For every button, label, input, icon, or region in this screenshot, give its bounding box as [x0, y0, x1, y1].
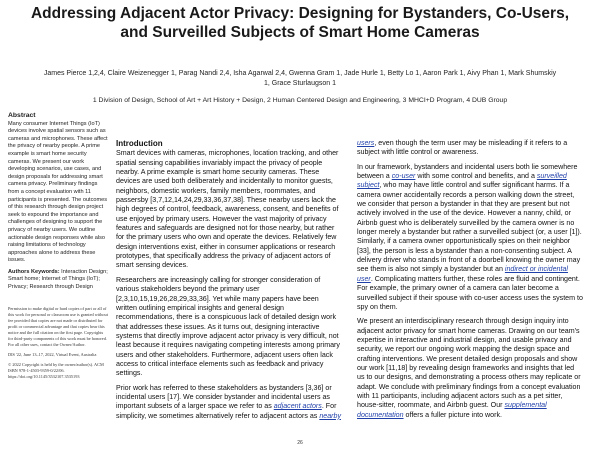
right-paragraph-3-text: We present an interdisciplinary research through design inquiry into adjacent actor privacy for smart home cameras. Drawing on our team's expertise in interactive and industrial design, and usable privacy and security, we report our ongoing work mapping the design space and crafting interventions. We present detailed design proposals and show our work [11,18] by revealing design frameworks and insights that led us to our designs, and demonstrating a process others may replicate or adapt. We conclude with preliminary findings from a concept evaluation with 11 participants, including adjacent actors such as a pet sitter, house-sitter, roommate, and Airbnb guest. Our [357, 317, 581, 410]
intro-paragraph-3-text-b: . For simplicity, we sometimes alternatively refer to adjacent actors as [116, 402, 337, 420]
surveilled-subject-link[interactable]: surveilled subject [357, 172, 567, 190]
intro-paragraph-3-text: Prior work has referred to these stakeholders as bystanders [3,36] or incidental users [17]. We consider bystander and incidental users as important subsets of a larger space we refer to as [116, 383, 332, 411]
right-paragraph-2-text-d: . Complicating matters further, these roles are fluid and contingent. For example, the primary owner of a camera can later become a surveilled subject if their spouse with co-user access uses the system to spy on them. [357, 274, 583, 311]
intro-paragraph-1: Smart devices with cameras, microphones, location tracking, and other spatial sensing capabilities invariably impact the privacy of people nearby. A prime example is smart home security cameras. These devices are used both deliberately and incidentally to monitor guests, neighbors, domestic workers, family members, roommates, and passersby [3,7,12,14,24,29,33,36,37,38]. These nearby users lack the high degrees of control, feedback, awareness, consent, and benefits of use enjoyed by primary users. However the vast majority of privacy features and safeguards are designed not for those nearby, but rather for the primary users who own and operate the devices. Relatively few design interventions exist, either in consumer applications or research prototypes, that specifically address the privacy of adjacent actors of smart sensing devices. [116, 149, 339, 270]
incidental-user-link[interactable]: indirect or incidental user [357, 265, 568, 283]
keywords [8, 269, 108, 292]
left-column [8, 112, 108, 384]
author-list: James Pierce 1,2,4, Claire Weizenegger 1, Parag Nandi 2,4, Isha Agarwal 2,4, Gwenna Gram 1, Jade Hurle 1, Betty Lo 1, Aaron Park 1, Aivy Phan 1, Mark Shumskiy 1, Grace Sturlaugson 1 [43, 70, 557, 87]
keywords-heading: Authors Keywords: [8, 268, 60, 275]
abstract-heading: Abstract [8, 112, 36, 119]
right-paragraph-2 [357, 163, 583, 313]
intro-paragraph-2: Researchers are increasingly calling for stronger consideration of various stakeholders beyond the primary user [2,3,10,15,19,26,28,29,33,36]. Yet while many papers have been written outlining empirical insights and general design recommendations, there is a conspicuous lack of detailed design work that addresses these issues. As it turns out, designing interactive systems that directly improve adjacent actor privacy is very difficult, not least because it requires navigating competing interests among primary users and other stakeholders. Furthermore, adjacent users often lack access to critical interface elements such as feedback and privacy settings. [116, 275, 340, 378]
middle-column [116, 139, 341, 426]
affiliations: 1 Division of Design, School of Art + Art History + Design, 2 Human Centered Design and Engineering, 3 MHCI+D Program, 4 DUB Group [92, 97, 508, 104]
conference-info: DIS '22, June 13–17, 2022, Virtual Event, Australia [8, 351, 97, 357]
right-paragraph-2-text-c: , who may have little control and suffer significant harms. If a camera owner accidentally records a person walking down the street, we consider that person a bystander in that they are present but not actively involved in the use of the device. However a nanny, child, or Airbnb guest who is deliberately surveilled by the camera owner is no longer merely a bystander but rather a surveilled subject (or, a user [1]). Similarly, if a camera owner opportunistically spies on their neighbor [33], the person is less a bystander than a non-consenting subject. A delivery driver who stands in front of a doorbell knowing the owner may see them is also not simply a bystander but an [357, 181, 582, 274]
keywords-text: Interaction Design; Smart home; Internet of Things (IoT); Privacy; Research through Design [8, 268, 108, 291]
right-paragraph-2-text-a: In our framework, bystanders and incidental users both lie somewhere between a [357, 162, 578, 181]
co-user-link[interactable]: co-user [391, 172, 416, 181]
right-column [357, 139, 583, 425]
nearby-link[interactable]: nearby [319, 411, 342, 420]
supplemental-documentation-link[interactable]: supplemental documentation [357, 401, 547, 419]
introduction-heading: Introduction [116, 139, 163, 148]
right-paragraph-1-text: , even though the term user may be misleading if it refers to a subject with little control or awareness. [357, 139, 568, 157]
copyright-doi: © 2022 Copyright is held by the owner/author(s). ACM ISBN 978-1-4503-9359-0/22/06. https://doi.org/10.1145/3532107.3535193 [8, 361, 104, 379]
permission-notice: Permission to make digital or hard copies of part or all of this work for personal or classroom use is granted without fee provided that copies are not made or distributed for profit or commercial advantage and that copies bear this notice and the full citation on the first page. Copyrights for third-party components of this work must be honored. For all other uses, contact the Owner/Author. [8, 305, 108, 347]
right-paragraph-3-text-b: offers a fuller picture into work. [405, 410, 502, 419]
users-link[interactable]: users [357, 139, 375, 147]
paper-title: Addressing Adjacent Actor Privacy: Designing for Bystanders, Co-Users, and Surveilled Subjects of Smart Home Cameras [30, 5, 570, 41]
intro-paragraph-3 [116, 384, 341, 421]
page-number: 26 [297, 440, 303, 446]
adjacent-actors-link[interactable]: adjacent actors [273, 402, 322, 411]
right-paragraph-3 [357, 317, 583, 420]
right-paragraph-1 [357, 139, 583, 158]
permission-block [8, 306, 108, 380]
abstract-text: Many consumer Internet Things (IoT) devices involve spatial sensors such as cameras and microphones. These affect the privacy of nearby people. A prime example is smart home security cameras. We present our work developing scenarios, use cases, and design proposals for addressing smart camera privacy. Preliminary findings from a concept evaluation with 11 participants is presented. The outcomes of this research through design project seek to expound the importance and challenges of designing to support the privacy of nearby users. We outline actionable design responses while also raising limitations of technology approaches alone to address these issues. [8, 120, 108, 264]
right-paragraph-2-text-b: with some control and benefits, and a [417, 172, 535, 181]
